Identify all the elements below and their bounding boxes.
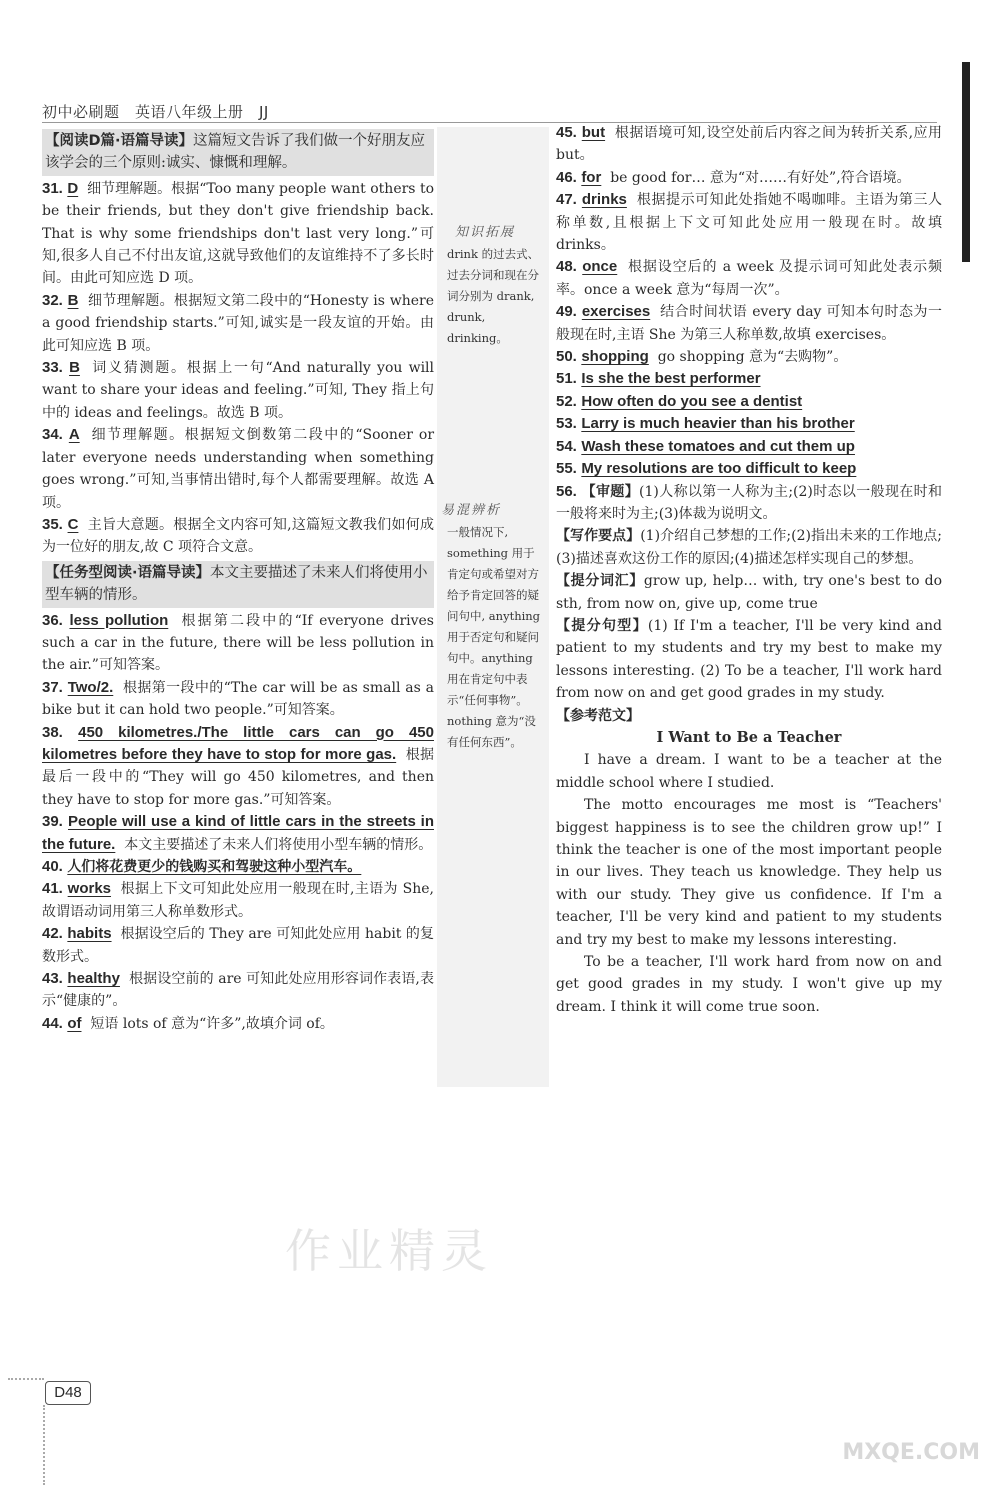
answer-54: 54. Wash these tomatoes and cut them up — [556, 437, 855, 455]
answer-42: 42. habits 根据设空后的 They are 可知此处应用 habit 的复数形式。 — [42, 925, 434, 965]
answer-44: 44. of 短语 lots of 意为“许多”,故填介词 of。 — [42, 1014, 334, 1032]
sample-essay-label: 【参考范文】 — [556, 707, 640, 724]
answer-53: 53. Larry is much heavier than his brother — [556, 415, 855, 433]
note-title-confusables: 易混辨析 — [441, 503, 502, 518]
answer-56: 56. 【审题】(1)人称以第一人称为主;(2)时态以一般现在时和一般将来时为主;(3)体裁为说明文。 — [556, 482, 942, 522]
answer-40: 40. 人们将花费更少的钱购买和驾驶这种小型汽车。 — [42, 858, 362, 875]
answer-50: 50. shopping go shopping 意为“去购物”。 — [556, 348, 848, 366]
answer-32: 32. B 细节理解题。根据短文第二段中的“Honesty is where a good friendship starts.”可知,诚实是一段友谊的开始。由此可知应选 B 项。 — [42, 291, 434, 354]
answer-41: 41. works 根据上下文可知此处应用一般现在时,主语为 She,故谓语动词用第三人称单数形式。 — [42, 880, 435, 920]
answer-35: 35. C 主旨大意题。根据全文内容可知,这篇短文教我们如何成为一位好的朋友,故 C 项符合文意。 — [42, 515, 435, 556]
note-text-confusables: 一般情况下, something 用于肯定句或希望对方给予肯定回答的疑问句中, anything 用于否定句和疑问句中。anything 用在肯定句中表示“任何事物”。nothing 意为“没有任何东西”。 — [447, 525, 541, 749]
section-tag: 【任务型阅读·语篇导读】 — [45, 564, 211, 581]
corner-watermark: MXQE.COM — [842, 1440, 980, 1465]
answer-34: 34. A 细节理解题。根据短文倒数第二段中的“Sooner or later everyone needs understanding when something goes wrong.”可知,当事情出错时,每个人都需要理解。故选 A 项。 — [42, 426, 435, 511]
key-sentences: 【提分句型】(1) If I'm a teacher, I'll be very kind and patient to my students and try my best to make my lessons interesting. (2) To be a teacher, I'll work hard from now on and get good grades in my study. — [556, 617, 942, 702]
decorative-dots — [8, 1378, 44, 1386]
essay-paragraph-1: I have a dream. I want to be a teacher at the middle school where I studied. — [556, 752, 942, 791]
decorative-dots-vertical — [43, 1405, 45, 1485]
answer-55: 55. My resolutions are too difficult to keep — [556, 460, 857, 478]
section-tag: 【阅读D篇·语篇导读】 — [45, 133, 194, 149]
answer-49: 49. exercises 结合时间状语 every day 可知本句时态为一般现在时,主语 She 为第三人称单数,故填 exercises。 — [556, 303, 943, 343]
answer-31: 31. D 细节理解题。根据“Too many people want others to be their friends, but they don't give friendship back. That is why some friendships don't last very long.”可知,很多人自己不付出友谊,这就导致他们的友谊维持不了多长时间。由此可知应选 D 项。 — [42, 179, 434, 287]
answer-38: 38. 450 kilometres./The little cars can go 450 kilometres before they have to stop for more gas. 根据最后一段中的“They will go 450 kilometres, and then they have to stop for more gas.”可知答案。 — [42, 723, 435, 808]
section-reading-d — [42, 129, 434, 176]
essay-title: I Want to Be a Teacher — [656, 728, 842, 746]
page-number: D48 — [45, 1381, 91, 1405]
answer-45: 45. but 根据语境可知,设空处前后内容之间为转折关系,应用 but。 — [556, 124, 943, 164]
note-text-knowledge: drink 的过去式、过去分词和现在分词分别为 drank, drunk, drinking。 — [447, 247, 540, 345]
answer-46: 46. for be good for… 意为“对……有好处”,符合语境。 — [556, 168, 911, 186]
answer-39: 39. People will use a kind of little cars in the streets in the future. 本文主要描述了未来人们将使用小型车辆的情形。 — [42, 813, 434, 853]
answer-33: 33. B 词义猜测题。根据上一句“And naturally you will want to share your ideas and feeling.”可知, They 指上句中的 ideas and feelings。故选 B 项。 — [42, 359, 434, 421]
answer-51: 51. Is she the best performer — [556, 370, 761, 388]
answer-47: 47. drinks 根据提示可知此处指她不喝咖啡。主语为第三人称单数,且根据上下文可知此处应用一般现在时。故填 drinks。 — [556, 191, 943, 254]
essay-paragraph-2: The motto encourages me most is “Teachers' biggest happiness is to see the children grow up!” I think the teacher is one of the most important people in our lives. They teach us knowledge. They help us with our study. They give us confidence. If I'm a teacher, I'll be very kind and patient to my students and try my best to make my lessons interesting. — [556, 797, 942, 948]
section-text: 这篇短文告诉了我们做一个好朋友应该学会的三个原则:诚实、慷慨和理解。 — [45, 133, 426, 172]
page-header: 初中必刷题 英语八年级上册 JJ — [42, 103, 269, 121]
section-task-reading — [42, 561, 434, 608]
answer-37: 37. Two/2. 根据第一段中的“The car will be as small as a bike but it can hold two people.”可知答案。 — [42, 678, 434, 719]
writing-points: 【写作要点】(1)介绍自己梦想的工作;(2)指出未来的工作地点;(3)描述喜欢这份工作的原因;(4)描述怎样实现自己的梦想。 — [556, 528, 942, 567]
section-text: 本文主要描述了未来人们将使用小型车辆的情形。 — [45, 564, 428, 604]
essay-paragraph-3: To be a teacher, I'll work hard from now on and get good grades in my study. I won't give up my dream. I think it will come true soon. — [556, 954, 942, 1015]
right-column — [556, 122, 942, 1018]
answer-48: 48. once 根据设空后的 a week 及提示词可知此处表示频率。once a week 意为“每周一次”。 — [556, 258, 943, 298]
left-column — [42, 127, 434, 1035]
margin-notes — [437, 127, 549, 1087]
page-edge-bar — [962, 62, 970, 262]
answer-52: 52. How often do you see a dentist — [556, 392, 803, 410]
answer-36: 36. less pollution 根据第二段中的“If everyone drives such a car in the future, there will be less pollution in the air.”可知答案。 — [42, 611, 434, 674]
note-title-knowledge: 知识拓展 — [455, 225, 516, 240]
key-vocabulary: 【提分词汇】grow up, help… with, try one's best to do sth, from now on, give up, come true — [556, 573, 942, 612]
watermark: 作业精灵 — [285, 1224, 493, 1278]
answer-43: 43. healthy 根据设空前的 are 可知此处应用形容词作表语,表示“健康的”。 — [42, 970, 434, 1010]
